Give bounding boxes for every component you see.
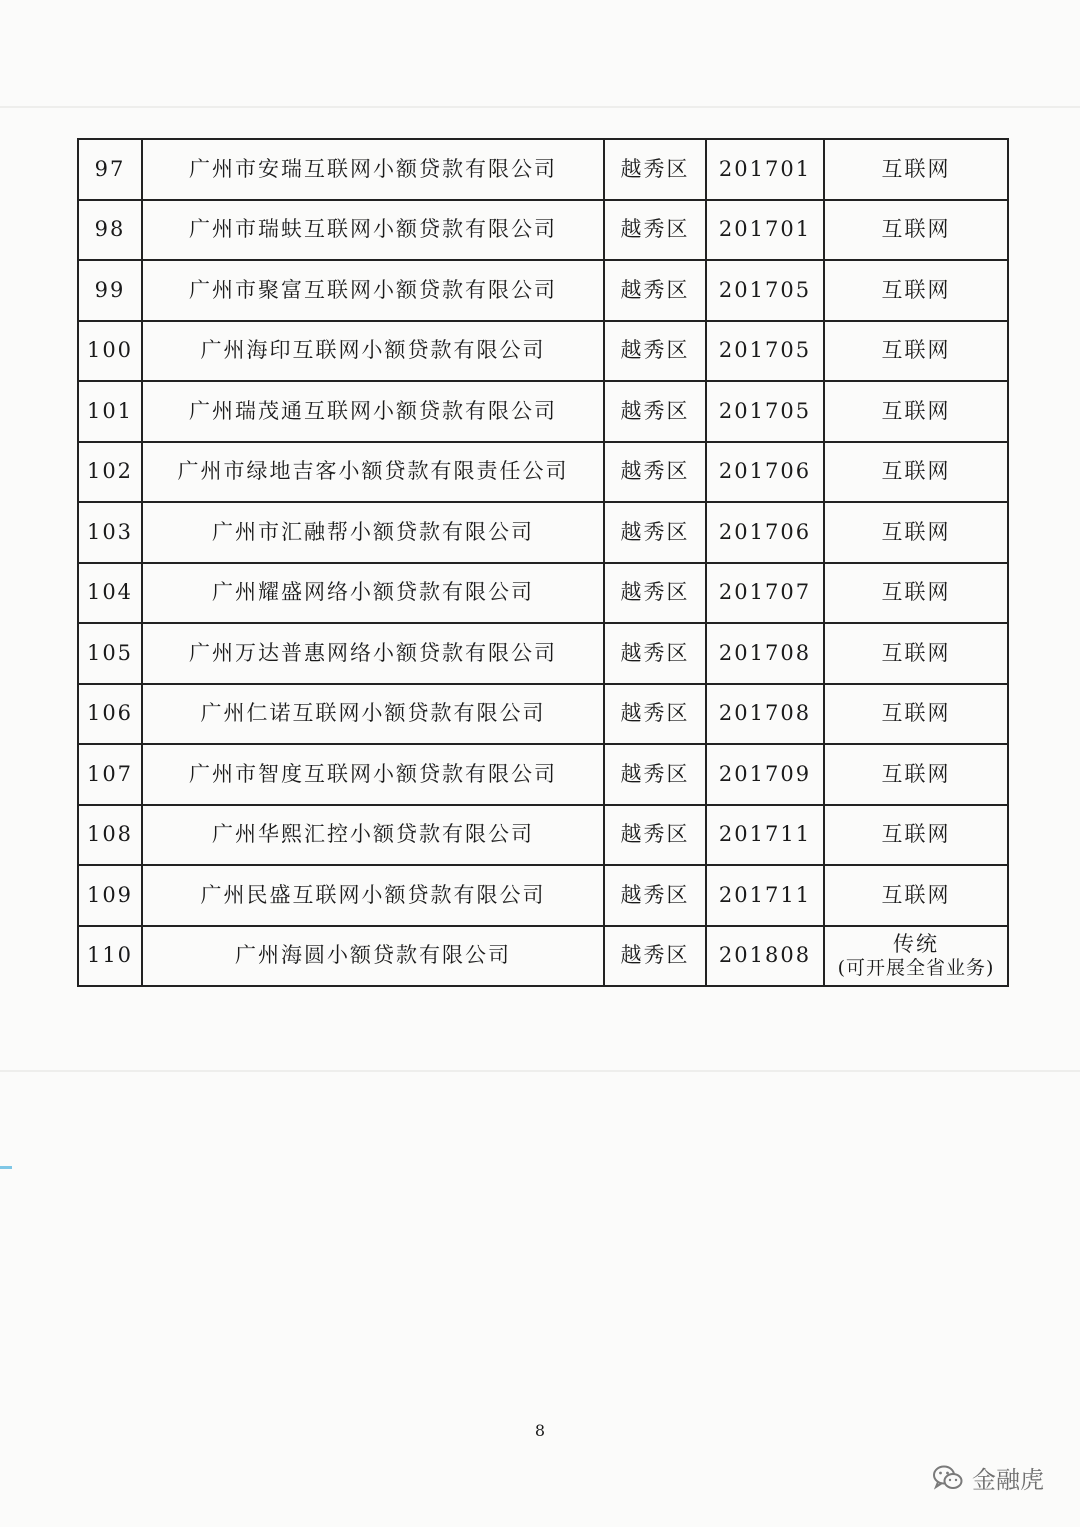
row-number-cell: [78, 684, 142, 745]
row-number-cell-text: 108: [86, 822, 134, 847]
company-name-cell-text: 广州市绿地吉客小额贷款有限责任公司: [177, 459, 569, 484]
business-type-cell: [824, 623, 1008, 684]
row-number-cell-text: 109: [86, 882, 134, 907]
company-name-cell-text: 广州市瑞蚨互联网小额贷款有限公司: [189, 217, 557, 242]
district-cell-text: 越秀区: [620, 459, 690, 484]
table-row: [78, 744, 1008, 805]
business-type-cell-text: 互联网: [881, 761, 951, 786]
business-type-cell: [824, 381, 1008, 442]
district-cell: [604, 563, 706, 624]
table-row: [78, 926, 1008, 987]
date-cell: [706, 321, 824, 382]
row-number-cell-text: 107: [86, 761, 134, 786]
row-number-cell-text: 102: [86, 459, 134, 484]
date-cell: [706, 381, 824, 442]
district-cell-text: 越秀区: [620, 338, 690, 363]
business-type-cell-text: 互联网: [881, 519, 951, 544]
watermark-text: 金融虎: [972, 1466, 1044, 1494]
company-name-cell-text: 广州市智度互联网小额贷款有限公司: [189, 761, 557, 786]
company-name-cell-text: 广州瑞茂通互联网小额贷款有限公司: [189, 398, 557, 423]
row-number-cell-text: 106: [86, 701, 134, 726]
date-cell: [706, 684, 824, 745]
company-name-cell: [142, 744, 604, 805]
table-row: [78, 260, 1008, 321]
district-cell: [604, 381, 706, 442]
date-cell: [706, 744, 824, 805]
row-number-cell: [78, 926, 142, 987]
company-name-cell: [142, 563, 604, 624]
scan-artifact-line: [0, 106, 1080, 108]
business-type-cell-text: 互联网: [881, 277, 951, 302]
row-number-cell-text: 110: [86, 943, 134, 968]
company-name-cell-text: 广州海印互联网小额贷款有限公司: [200, 338, 546, 363]
table-row: [78, 684, 1008, 745]
date-cell-text: 201706: [718, 519, 812, 544]
business-type-cell-text: 互联网: [881, 217, 951, 242]
company-name-cell: [142, 381, 604, 442]
company-name-cell: [142, 200, 604, 261]
company-name-cell: [142, 321, 604, 382]
date-cell: [706, 623, 824, 684]
table-row: [78, 442, 1008, 503]
district-cell-text: 越秀区: [620, 822, 690, 847]
row-number-cell: [78, 321, 142, 382]
district-cell-text: 越秀区: [620, 943, 690, 968]
row-number-cell: [78, 744, 142, 805]
scan-edge-mark: [0, 1166, 12, 1169]
table-row: [78, 623, 1008, 684]
business-type-note: (可开展全省业务): [837, 956, 995, 979]
date-cell: [706, 442, 824, 503]
date-cell-text: 201708: [718, 701, 812, 726]
date-cell-text: 201706: [718, 459, 812, 484]
date-cell-text: 201708: [718, 640, 812, 665]
lender-table: [77, 138, 1009, 987]
row-number-cell: [78, 502, 142, 563]
date-cell-text: 201705: [718, 338, 812, 363]
table-row: [78, 865, 1008, 926]
district-cell-text: 越秀区: [620, 156, 690, 181]
company-name-cell: [142, 684, 604, 745]
row-number-cell: [78, 865, 142, 926]
row-number-cell: [78, 260, 142, 321]
date-cell: [706, 139, 824, 200]
row-number-cell-text: 98: [94, 217, 126, 242]
district-cell: [604, 684, 706, 745]
lender-table-body: [78, 139, 1008, 986]
date-cell-text: 201705: [718, 277, 812, 302]
date-cell: [706, 260, 824, 321]
row-number-cell-text: 99: [94, 277, 126, 302]
row-number-cell-text: 101: [86, 398, 134, 423]
row-number-cell-text: 100: [86, 338, 134, 363]
district-cell-text: 越秀区: [620, 580, 690, 605]
table-row: [78, 321, 1008, 382]
business-type-cell-text: 互联网: [881, 580, 951, 605]
company-name-cell: [142, 442, 604, 503]
date-cell-text: 201711: [718, 882, 812, 907]
company-name-cell: [142, 623, 604, 684]
date-cell-text: 201711: [718, 822, 812, 847]
table-row: [78, 381, 1008, 442]
business-type-cell: [824, 442, 1008, 503]
company-name-cell: [142, 502, 604, 563]
row-number-cell-text: 103: [86, 519, 134, 544]
watermark: [932, 1460, 1044, 1495]
wechat-icon: [932, 1464, 964, 1492]
company-name-cell-text: 广州万达普惠网络小额贷款有限公司: [189, 640, 557, 665]
district-cell: [604, 865, 706, 926]
district-cell: [604, 502, 706, 563]
date-cell: [706, 563, 824, 624]
district-cell: [604, 623, 706, 684]
company-name-cell: [142, 805, 604, 866]
business-type-cell: [824, 865, 1008, 926]
district-cell-text: 越秀区: [620, 640, 690, 665]
business-type-cell-text: 互联网: [881, 398, 951, 423]
company-name-cell: [142, 865, 604, 926]
business-type-cell-text: 传统: [893, 931, 939, 956]
company-name-cell: [142, 260, 604, 321]
district-cell-text: 越秀区: [620, 277, 690, 302]
row-number-cell: [78, 139, 142, 200]
row-number-cell-text: 104: [86, 580, 134, 605]
row-number-cell: [78, 200, 142, 261]
company-name-cell-text: 广州华熙汇控小额贷款有限公司: [212, 822, 534, 847]
date-cell-text: 201707: [718, 580, 812, 605]
date-cell: [706, 926, 824, 987]
company-name-cell-text: 广州海圆小额贷款有限公司: [235, 943, 511, 968]
business-type-cell-text: 互联网: [881, 701, 951, 726]
date-cell: [706, 200, 824, 261]
district-cell: [604, 139, 706, 200]
page-number: 8: [534, 1421, 546, 1440]
table-row: [78, 563, 1008, 624]
district-cell-text: 越秀区: [620, 761, 690, 786]
business-type-cell: [824, 744, 1008, 805]
business-type-cell: [824, 260, 1008, 321]
row-number-cell: [78, 623, 142, 684]
company-name-cell: [142, 139, 604, 200]
district-cell: [604, 321, 706, 382]
company-name-cell-text: 广州市聚富互联网小额贷款有限公司: [189, 277, 557, 302]
district-cell: [604, 744, 706, 805]
business-type-cell: [824, 926, 1008, 987]
date-cell-text: 201709: [718, 761, 812, 786]
business-type-cell: [824, 684, 1008, 745]
business-type-cell-text: 互联网: [881, 338, 951, 363]
row-number-cell: [78, 442, 142, 503]
company-name-cell-text: 广州耀盛网络小额贷款有限公司: [212, 580, 534, 605]
company-name-cell-text: 广州市汇融帮小额贷款有限公司: [212, 519, 534, 544]
table-row: [78, 502, 1008, 563]
district-cell-text: 越秀区: [620, 217, 690, 242]
date-cell: [706, 502, 824, 563]
district-cell-text: 越秀区: [620, 701, 690, 726]
business-type-cell: [824, 805, 1008, 866]
business-type-cell-text: 互联网: [881, 882, 951, 907]
table-row: [78, 805, 1008, 866]
district-cell: [604, 200, 706, 261]
row-number-cell: [78, 563, 142, 624]
row-number-cell-text: 105: [86, 640, 134, 665]
business-type-cell-text: 互联网: [881, 156, 951, 181]
company-name-cell-text: 广州仁诺互联网小额贷款有限公司: [200, 701, 546, 726]
company-name-cell: [142, 926, 604, 987]
district-cell: [604, 260, 706, 321]
date-cell-text: 201701: [718, 156, 812, 181]
business-type-cell: [824, 502, 1008, 563]
date-cell-text: 201705: [718, 398, 812, 423]
table-row: [78, 200, 1008, 261]
row-number-cell-text: 97: [94, 156, 126, 181]
district-cell: [604, 442, 706, 503]
business-type-cell-text: 互联网: [881, 459, 951, 484]
date-cell: [706, 805, 824, 866]
company-name-cell-text: 广州市安瑞互联网小额贷款有限公司: [189, 156, 557, 181]
table-row: [78, 139, 1008, 200]
row-number-cell: [78, 805, 142, 866]
business-type-cell: [824, 139, 1008, 200]
district-cell-text: 越秀区: [620, 398, 690, 423]
date-cell: [706, 865, 824, 926]
company-name-cell-text: 广州民盛互联网小额贷款有限公司: [200, 882, 546, 907]
district-cell: [604, 926, 706, 987]
row-number-cell: [78, 381, 142, 442]
district-cell: [604, 805, 706, 866]
district-cell-text: 越秀区: [620, 882, 690, 907]
date-cell-text: 201701: [718, 217, 812, 242]
scan-artifact-line: [0, 1070, 1080, 1072]
business-type-cell: [824, 321, 1008, 382]
business-type-cell-text: 互联网: [881, 822, 951, 847]
business-type-cell: [824, 200, 1008, 261]
business-type-cell-text: 互联网: [881, 640, 951, 665]
business-type-cell: [824, 563, 1008, 624]
date-cell-text: 201808: [718, 943, 812, 968]
district-cell-text: 越秀区: [620, 519, 690, 544]
